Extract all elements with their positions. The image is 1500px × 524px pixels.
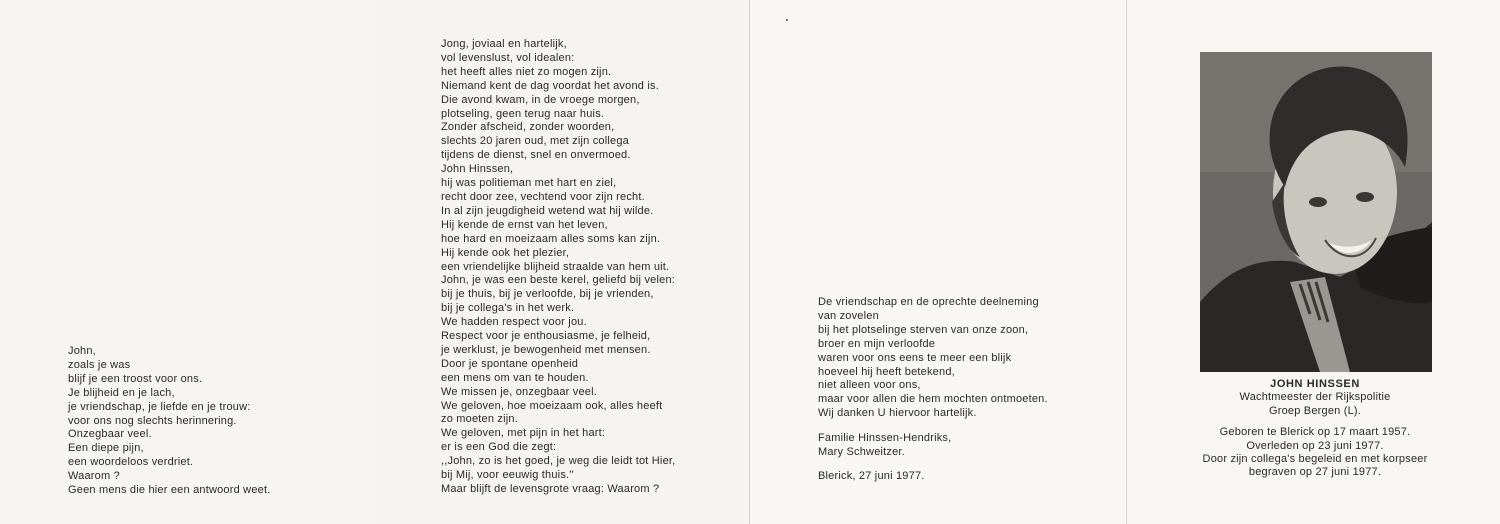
poem-line: recht door zee, vechtend voor zijn recht. <box>441 190 645 203</box>
poem-line: Geen mens die hier een antwoord weet. <box>68 484 271 497</box>
poem-line: Hij kende de ernst van het leven, <box>441 218 608 231</box>
speck <box>786 19 788 21</box>
left-panel <box>0 0 375 524</box>
left-poem <box>68 345 270 498</box>
poem-line: slechts 20 jaren oud, met zijn collega <box>441 135 629 148</box>
memorial-card-text <box>1160 378 1470 480</box>
thanks-line: van zovelen <box>818 309 879 322</box>
rank-title: Wachtmeester der Rijkspolitie <box>1239 391 1391 404</box>
poem-line: je werklust, je bewogenheid met mensen. <box>441 343 651 356</box>
thanks-line: Wij danken U hiervoor hartelijk. <box>818 407 977 420</box>
burial-line: begraven op 27 juni 1977. <box>1248 466 1382 479</box>
poem-line: er is een God die zegt: <box>441 441 557 454</box>
poem-line: voor ons nog slechts herinnering. <box>68 414 237 427</box>
poem-line: hij was politieman met hart en ziel, <box>441 177 617 190</box>
poem-line: We geloven, hoe moeizaam ook, alles heeft <box>441 399 663 412</box>
poem-line: bij Mij, voor eeuwig thuis.'' <box>441 469 574 482</box>
poem-line: Door je spontane openheid <box>441 357 579 370</box>
date-place: Blerick, 27 juni 1977. <box>818 470 925 482</box>
poem-panel <box>375 0 750 524</box>
poem-line: Zonder afscheid, zonder woorden, <box>441 121 615 134</box>
poem-line: hoe hard en moeizaam alles soms kan zijn. <box>441 232 661 245</box>
escort-line: Door zijn collega's begeleid en met korpseer <box>1202 453 1428 466</box>
poem-line: Een diepe pijn, <box>68 442 144 455</box>
poem-line: Waarom ? <box>68 470 120 483</box>
police-unit: Groep Bergen (L). <box>1268 404 1362 417</box>
poem-line: Jong, joviaal en hartelijk, <box>441 38 567 50</box>
poem-line: blijf je een troost voor ons. <box>68 372 203 385</box>
birth-line: Geboren te Blerick op 17 maart 1957. <box>1219 426 1411 439</box>
thanks-line: broer en mijn verloofde <box>818 337 936 350</box>
poem-line: Hij kende ook het plezier, <box>441 246 570 259</box>
poem-line: bij je thuis, bij je verloofde, bij je vrienden, <box>441 288 654 301</box>
poem-line: tijdens de dienst, snel en onvermoed. <box>441 149 631 162</box>
poem-line: plotseling, geen terug naar huis. <box>441 107 605 120</box>
spacer <box>1160 418 1470 426</box>
poem-line: John, je was een beste kerel, geliefd bij velen: <box>441 274 676 287</box>
poem-line: zo moeten zijn. <box>441 413 518 426</box>
thanks-line: waren voor ons eens te meer een blijk <box>818 351 1012 364</box>
poem-line: Onzegbaar veel. <box>68 428 152 441</box>
poem-line: je vriendschap, je liefde en je trouw: <box>68 400 251 413</box>
poem-line: ,,John, zo is het goed, je weg die leidt tot Hier, <box>441 455 676 468</box>
signature-line: Mary Schweitzer. <box>818 445 905 458</box>
poem-line: een woordeloos verdriet. <box>68 456 194 469</box>
thanks-line: bij het plotselinge sterven van onze zoon, <box>818 323 1029 336</box>
poem-line: John Hinssen, <box>441 163 514 176</box>
thanks-line: niet alleen voor ons, <box>818 379 921 392</box>
poem-line: vol levenslust, vol idealen: <box>441 51 575 64</box>
poem-line: We hadden respect voor jou. <box>441 316 587 329</box>
family-signature <box>818 432 951 460</box>
poem-line: We missen je, onzegbaar veel. <box>441 385 598 398</box>
poem-line: het heeft alles niet zo mogen zijn. <box>441 65 612 78</box>
thanks-message <box>818 296 1048 421</box>
thanks-line: maar voor allen die hem mochten ontmoeten. <box>818 393 1048 406</box>
poem-line: John, <box>68 345 96 357</box>
thanks-line: De vriendschap en de oprechte deelneming <box>818 296 1039 308</box>
poem-line: Je blijheid en je lach, <box>68 386 175 399</box>
poem-line: een mens om van te houden. <box>441 371 589 384</box>
portrait-photo <box>1200 52 1432 372</box>
poem-line: We geloven, met pijn in het hart: <box>441 427 606 440</box>
poem-line: Respect voor je enthousiasme, je felheid, <box>441 330 651 343</box>
poem-line: Die avond kwam, in de vroege morgen, <box>441 93 640 106</box>
death-line: Overleden op 23 juni 1977. <box>1246 439 1384 452</box>
poem-line: zoals je was <box>68 358 131 371</box>
deceased-name: JOHN HINSSEN <box>1270 378 1360 390</box>
poem-line: Maar blijft de levensgrote vraag: Waarom ? <box>441 483 660 495</box>
signature-line: Familie Hinssen-Hendriks, <box>818 432 952 444</box>
poem-line: In al zijn jeugdigheid wetend wat hij wilde. <box>441 204 654 217</box>
poem-line: bij je collega's in het werk. <box>441 302 575 315</box>
main-poem <box>441 38 675 497</box>
poem-line: een vriendelijke blijheid straalde van hem uit. <box>441 260 670 273</box>
thanks-line: hoeveel hij heeft betekend, <box>818 365 955 378</box>
poem-line: Niemand kent de dag voordat het avond is. <box>441 79 659 92</box>
